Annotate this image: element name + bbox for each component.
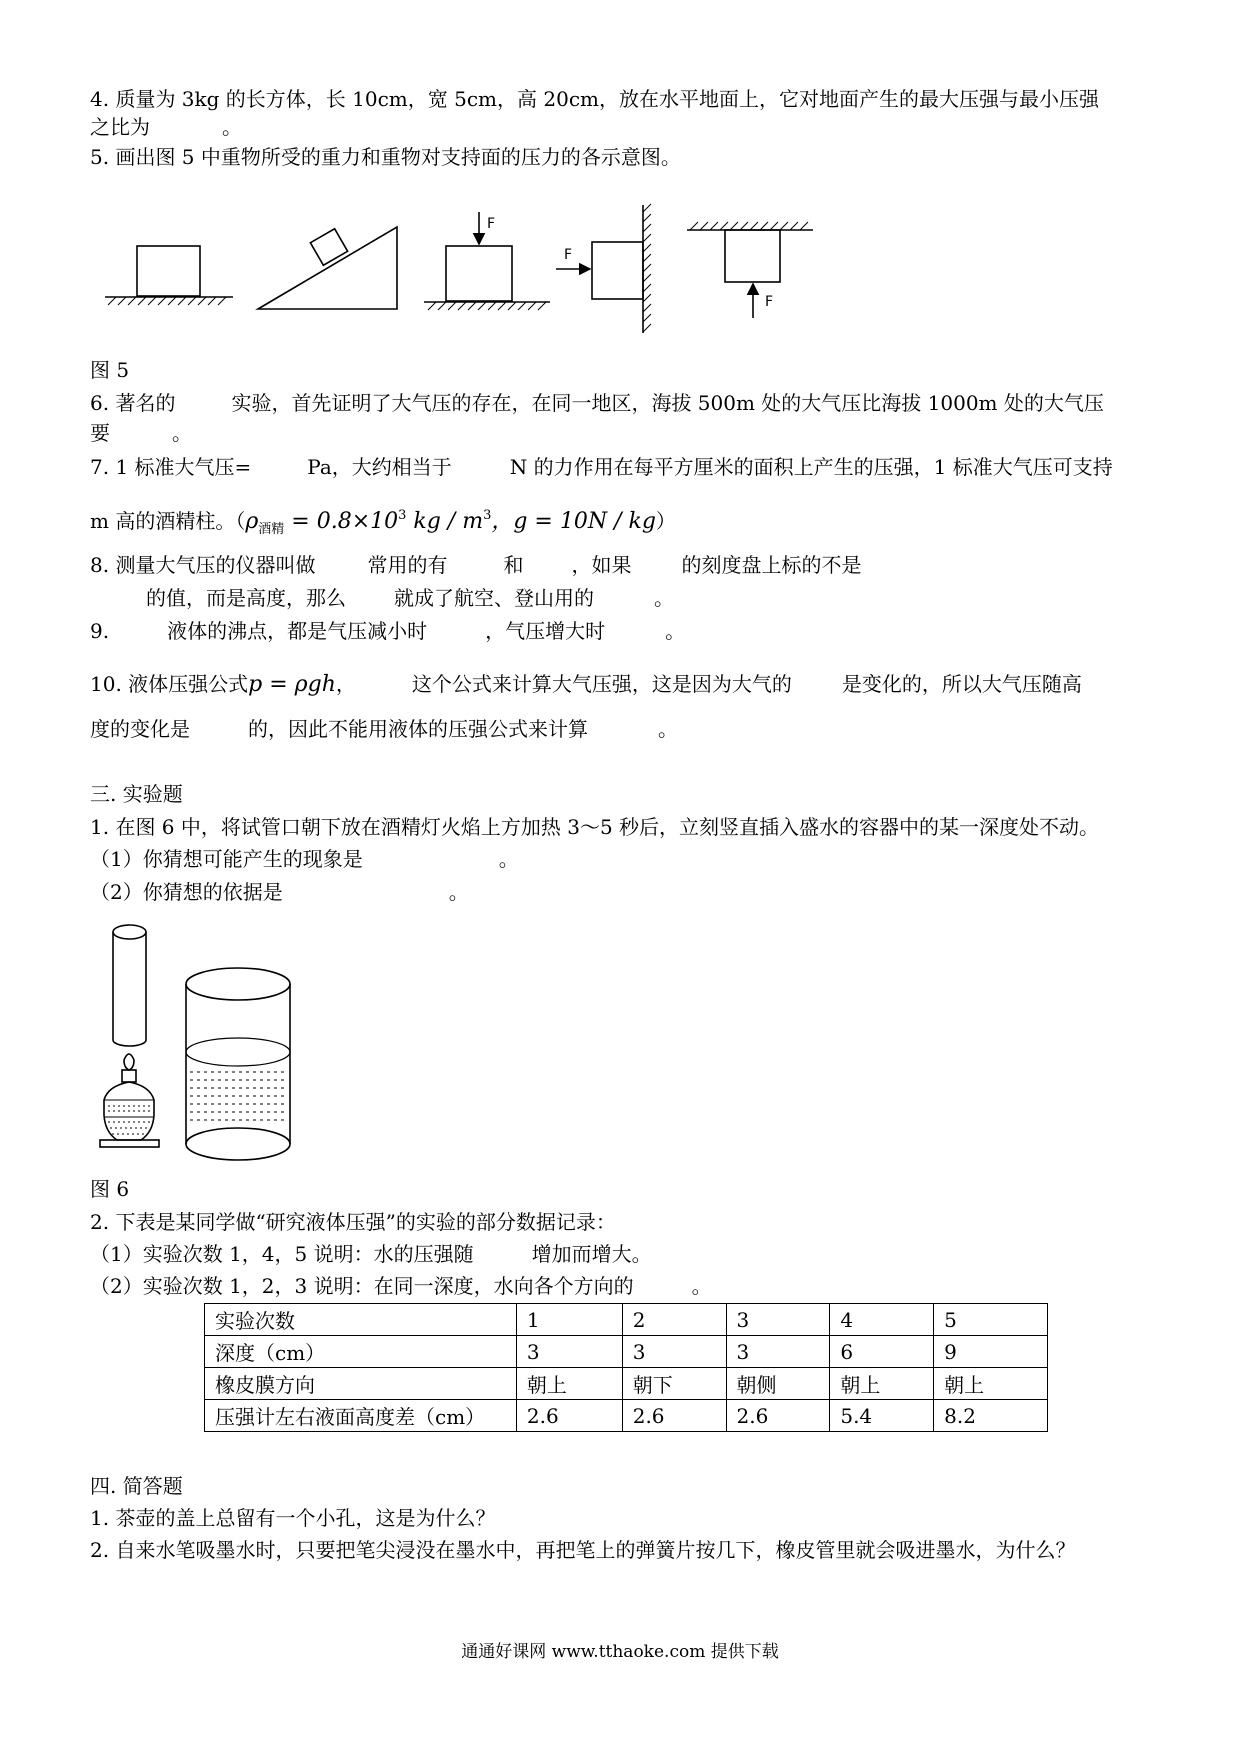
q10-part-a: 10. 液体压强公式 [90, 672, 249, 696]
sec3-q2-2-end: 。 [691, 1274, 712, 1298]
q8-part-a: 8. 测量大气压的仪器叫做 [90, 553, 316, 577]
q10-part-f: 的，因此不能用液体的压强公式来计算 [248, 717, 588, 741]
q7-part-a: 7. 1 标准大气压= [90, 455, 252, 479]
table-cell: 3 [516, 1336, 622, 1368]
sec4-q2: 2. 自来水笔吸墨水时，只要把笔尖浸没在墨水中，再把笔上的弹簧片按几下，橡皮管里就会吸进墨水，为什么？ [90, 1538, 1076, 1562]
sec4-q1: 1. 茶壶的盖上总留有一个小孔，这是为什么？ [90, 1506, 496, 1530]
q6-part-a: 6. 著名的 [90, 391, 176, 415]
table-cell: 朝下 [622, 1368, 726, 1400]
q10-formula: p = ρgh [248, 672, 336, 697]
test-tube [113, 925, 146, 1046]
q8-part-g: 就成了航空、登山用的 [394, 586, 594, 610]
q7-part-b: Pa，大约相当于 [307, 455, 452, 479]
table-row [205, 1304, 1048, 1336]
table-cell: 朝上 [934, 1368, 1048, 1400]
sec3-q2-1-end: 增加而增大。 [531, 1242, 652, 1266]
table-cell: 5 [934, 1304, 1048, 1336]
table-row [205, 1368, 1048, 1400]
q5-text: 5. 画出图 5 中重物所受的重力和重物对支持面的压力的各示意图。 [90, 145, 681, 169]
sec3-q1: 1. 在图 6 中，将试管口朝下放在酒精灯火焰上方加热 3～5 秒后，立刻竖直插入盛水的容器中的某一深度处不动。 [90, 815, 1100, 839]
table-cell: 深度（cm） [205, 1336, 517, 1368]
table-cell: 朝侧 [726, 1368, 830, 1400]
table-cell: 2.6 [726, 1400, 830, 1432]
q7-part-e: ） [655, 509, 676, 533]
q6-part-c: 要 [90, 421, 110, 445]
fig5-label-f3: F [765, 294, 774, 310]
q8-part-b: 常用的有 [367, 553, 448, 577]
table-cell: 2 [622, 1304, 726, 1336]
section-4-heading: 四. 简答题 [90, 1474, 183, 1498]
q4-suffix: 。 [222, 115, 242, 139]
sec3-q2-part-1 [90, 1240, 652, 1268]
table-cell: 1 [516, 1304, 622, 1336]
q8-part-e: 的刻度盘上标的不是 [681, 553, 862, 577]
table-cell: 9 [934, 1336, 1048, 1368]
q10-part-d: 是变化的，所以大气压随高 [841, 672, 1082, 696]
sec3-q2: 2. 下表是某同学做“研究液体压强”的实验的部分数据记录： [90, 1210, 616, 1234]
table-cell: 3 [726, 1336, 830, 1368]
q8-part-h: 。 [654, 586, 674, 610]
q8-part-c: 和 [503, 553, 524, 577]
fig5-label-f1: F [487, 216, 496, 232]
table-cell: 朝上 [516, 1368, 622, 1400]
q9-part-a: 9. [90, 619, 110, 643]
table-row [205, 1400, 1048, 1432]
q4-prefix: 之比为 [90, 115, 150, 139]
fig5-label-f2: F [564, 247, 573, 263]
sec3-q2-part-2 [90, 1272, 712, 1300]
q10-part-b: ， [335, 672, 356, 696]
table-cell: 5.4 [830, 1400, 934, 1432]
q7-formula: $\rho_{酒精} = 0.8\times 10^3$ kg / $m^3$，g = 10N / kg [245, 508, 656, 537]
q10-part-e: 度的变化是 [90, 717, 190, 741]
q7-part-c: N 的力作用在每平方厘米的面积上产生的压强，1 标准大气压可支持 [509, 455, 1113, 479]
q7-part-d: m 高的酒精柱。（ [90, 509, 246, 533]
table-cell: 4 [830, 1304, 934, 1336]
sec3-q1-1-end: 。 [498, 847, 519, 871]
alcohol-lamp [100, 1054, 159, 1147]
q9-part-c: ，气压增大时 [485, 619, 606, 643]
sec3-q1-2-end: 。 [448, 880, 469, 904]
table-row [205, 1336, 1048, 1368]
sec3-q1-2-text: （2）你猜想的依据是 [90, 880, 283, 904]
table-cell: 2.6 [622, 1400, 726, 1432]
sec3-q2-1-text: （1）实验次数 1，4，5 说明：水的压强随 [90, 1242, 474, 1266]
sec3-q2-2-text: （2）实验次数 1，2，3 说明：在同一深度，水向各个方向的 [90, 1274, 634, 1298]
experiment-data-table [204, 1303, 1048, 1432]
section-3-heading: 三. 实验题 [90, 782, 183, 806]
fig6-caption: 图 6 [90, 1177, 130, 1201]
table-cell: 橡皮膜方向 [205, 1368, 517, 1400]
q9-part-b: 液体的沸点，都是气压减小时 [167, 619, 428, 643]
table-cell: 3 [726, 1304, 830, 1336]
table-cell: 8.2 [934, 1400, 1048, 1432]
q6-part-b: 实验，首先证明了大气压的存在，在同一地区，海拔 500m 处的大气压比海拔 1000m 处的大气压 [231, 391, 1104, 415]
q10-part-g: 。 [658, 717, 678, 741]
q8-part-f: 的值，而是高度，那么 [146, 586, 346, 610]
table-cell: 2.6 [516, 1400, 622, 1432]
sec3-q1-1-text: （1）你猜想可能产生的现象是 [90, 847, 363, 871]
footer-text: 通通好课网 www.tthaoke.com 提供下载 [461, 1642, 779, 1662]
table-cell: 朝上 [830, 1368, 934, 1400]
table-cell: 3 [622, 1336, 726, 1368]
q6-part-d: 。 [172, 421, 192, 445]
q9-part-d: 。 [665, 619, 686, 643]
water-container [186, 968, 290, 1160]
q4-line-1: 4. 质量为 3kg 的长方体，长 10cm，宽 5cm，高 20cm，放在水平地面上，它对地面产生的最大压强与最小压强 [90, 87, 1099, 111]
fig5-caption: 图 5 [90, 358, 130, 382]
table-cell: 6 [830, 1336, 934, 1368]
table-cell: 压强计左右液面高度差（cm） [205, 1400, 517, 1432]
q10-part-c: 这个公式来计算大气压强，这是因为大气的 [411, 672, 792, 696]
table-cell: 实验次数 [205, 1304, 517, 1336]
q8-part-d: ，如果 [571, 553, 632, 577]
